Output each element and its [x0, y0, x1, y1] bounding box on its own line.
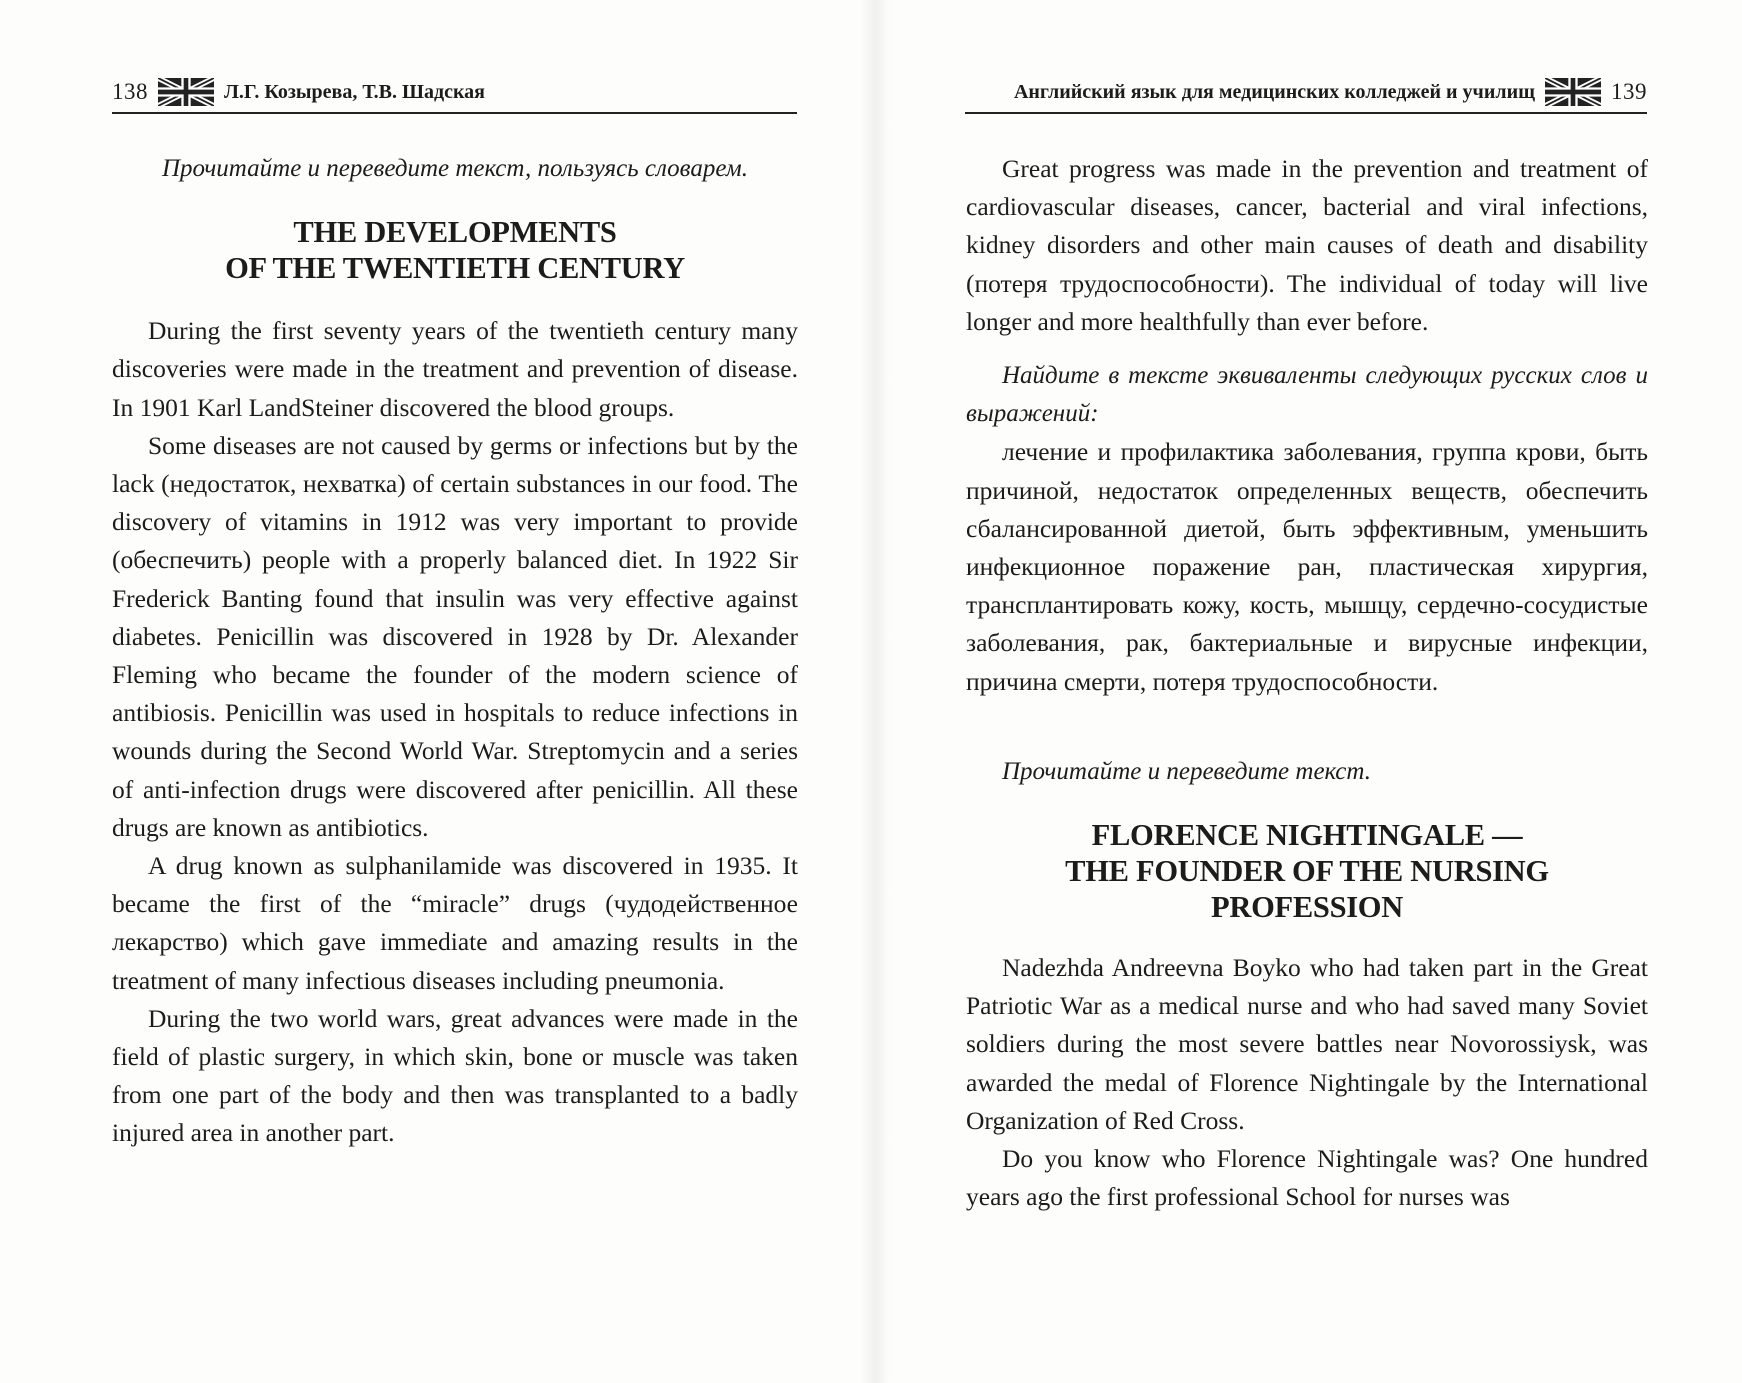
right-header-title: Английский язык для медицинских колледжей и училищ: [1013, 80, 1535, 103]
article-title-line-3: PROFESSION: [1211, 890, 1403, 925]
left-header-authors: Л.Г. Козырева, Т.В. Шадская: [224, 80, 486, 103]
article-title-line-2: THE FOUNDER OF THE NURSING: [1065, 854, 1549, 889]
reading-instruction-2: Прочитайте и переведите текст.: [1002, 757, 1372, 785]
paragraph: Do you know who Florence Nightingale was? One hundred years ago the first professional School for nurses was: [966, 1144, 1648, 1212]
right-text-column: [966, 150, 1648, 1216]
reading-instruction: Прочитайте и переведите текст, пользуясь словарем.: [161, 155, 749, 182]
uk-flag-icon: [1545, 78, 1601, 106]
paragraph: Great progress was made in the prevention and treatment of cardiovascular diseases, cancer, bacterial and viral infections, kidney disorders and other main causes of death and disability (потеря трудоспособности). The individual of today will live longer and more healthfully than ever before.: [966, 154, 1648, 336]
left-page-number: 138: [112, 79, 148, 104]
left-page: [0, 0, 870, 1383]
russian-vocabulary-list: лечение и профилактика заболевания, группа крови, быть причиной, недостаток определенных веществ, обеспечить сбалансированной диетой, быть эффективным, уменьшить инфекционное поражение ран, пластическая хирургия, трансплантировать кожу, кость, мышцу, сердечно-сосудистые заболевания, рак, бактериальные и вирусные инфекции, причина смерти, потеря трудоспособности.: [966, 437, 1648, 696]
right-page: [870, 0, 1742, 1383]
right-page-number: 139: [1611, 79, 1647, 104]
right-running-header: [965, 72, 1647, 114]
paragraph: During the first seventy years of the twentieth century many discoveries were made in the treatment and prevention of disease. In 1901 Karl LandSteiner discovered the blood groups.: [112, 316, 798, 422]
left-running-header: [112, 72, 797, 114]
article-title-line-2: OF THE TWENTIETH CENTURY: [225, 251, 685, 286]
paragraph: A drug known as sulphanilamide was discovered in 1935. It became the first of the “miracle” drugs (чудодейственное лекарство) which gave immediate and amazing results in the treatment of many infectious diseases including pneumonia.: [112, 851, 798, 995]
article-title-line-1: THE DEVELOPMENTS: [293, 215, 617, 250]
left-text-column: [112, 150, 798, 1153]
article-title-line-1: FLORENCE NIGHTINGALE —: [1091, 818, 1523, 853]
uk-flag-icon: [158, 78, 214, 106]
paragraph: During the two world wars, great advances were made in the field of plastic surgery, in which skin, bone or muscle was taken from one part of the body and then was transplanted to a badly injured area in another part.: [112, 1003, 798, 1148]
exercise-instruction: Найдите в тексте эквиваленты следующих русских слов и выражений:: [966, 362, 1648, 428]
paragraph: Some diseases are not caused by germs or infections but by the lack (недостаток, нехватка) of certain substances in our food. The discovery of vitamins in 1912 was very important to provide (обеспечить) people with a properly balanced diet. In 1922 Sir Frederick Banting found that insulin was very effective against diabetes. Penicillin was discovered in 1928 by Dr. Alexander Fleming who became the founder of the modern science of antibiosis. Penicillin was used in hospitals to reduce infections in wounds during the Second World War. Streptomycin and a series of anti-infection drugs were discovered after penicillin. All these drugs are known as antibiotics.: [112, 430, 798, 842]
paragraph: Nadezhda Andreevna Boyko who had taken part in the Great Patriotic War as a medical nurse and who had saved many Soviet soldiers during the most severe battles near Novorossiysk, was awarded the medal of Florence Nightingale by the International Organization of Red Cross.: [966, 953, 1648, 1135]
